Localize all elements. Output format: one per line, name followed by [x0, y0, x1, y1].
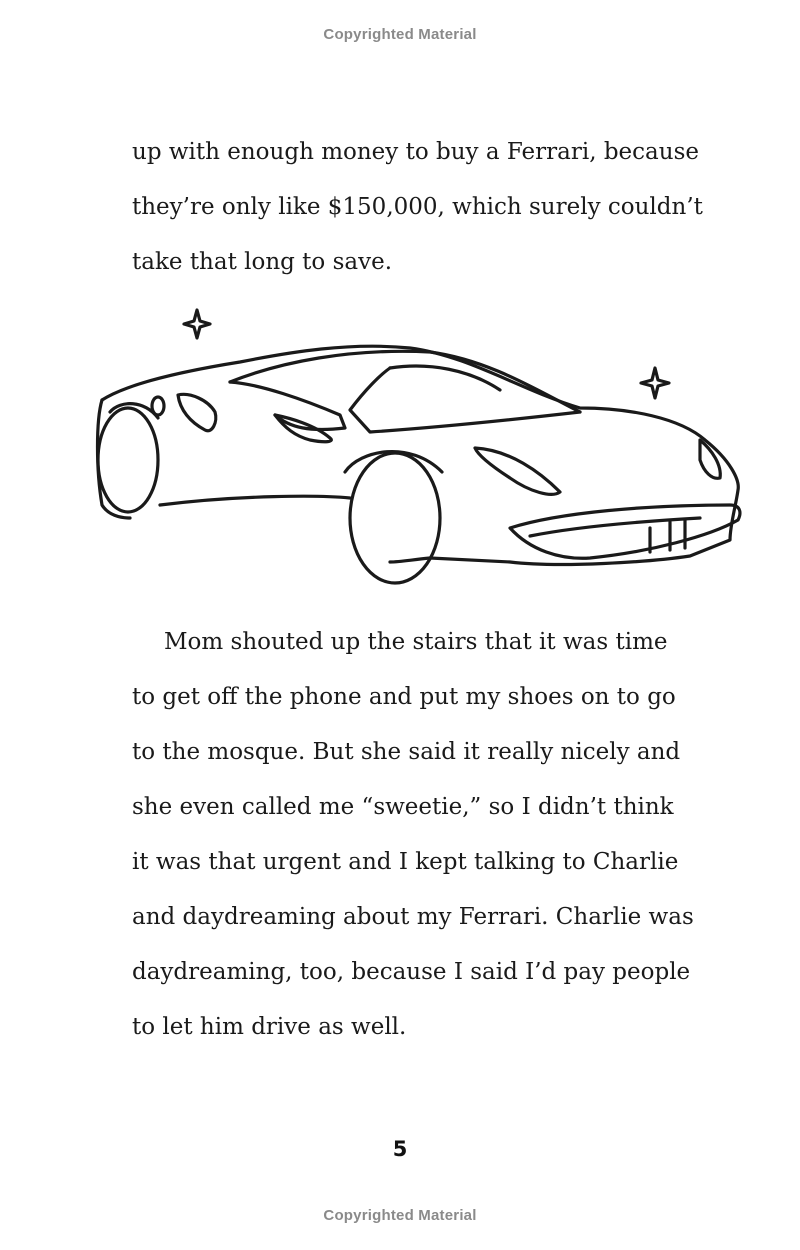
sparkle-icon [641, 368, 669, 398]
car-drawing [90, 300, 750, 600]
sparkle-icon [184, 310, 210, 338]
car-body [102, 346, 738, 564]
text-line: up with enough money to buy a Ferrari, because [132, 139, 699, 165]
text-line: it was that urgent and I kept talking to Charlie [132, 849, 679, 875]
rear-wheel [98, 408, 158, 512]
text-line: daydreaming, too, because I said I’d pay people [132, 959, 691, 985]
text-line: Mom shouted up the stairs that it was time [164, 629, 668, 655]
page-number: 5 [392, 1137, 408, 1161]
front-wheel [350, 453, 440, 583]
text-line: and daydreaming about my Ferrari. Charlie was [132, 904, 694, 930]
sports-car-illustration [90, 300, 750, 600]
paragraph-continued [132, 125, 712, 290]
text-line: she even called me “sweetie,” so I didn’t think [132, 794, 674, 820]
text-line: to the mosque. But she said it really nicely and [132, 739, 681, 765]
side-intake [178, 394, 216, 430]
copyright-watermark-top: Copyrighted Material [323, 26, 477, 43]
text-line: to get off the phone and put my shoes on to go [132, 684, 676, 710]
paragraph [132, 615, 712, 1055]
text-line: they’re only like $150,000, which surely couldn’t [132, 194, 703, 220]
copyright-watermark-bottom: Copyrighted Material [323, 1207, 477, 1224]
text-line: to let him drive as well. [132, 1014, 407, 1040]
text-line: take that long to save. [132, 249, 393, 275]
